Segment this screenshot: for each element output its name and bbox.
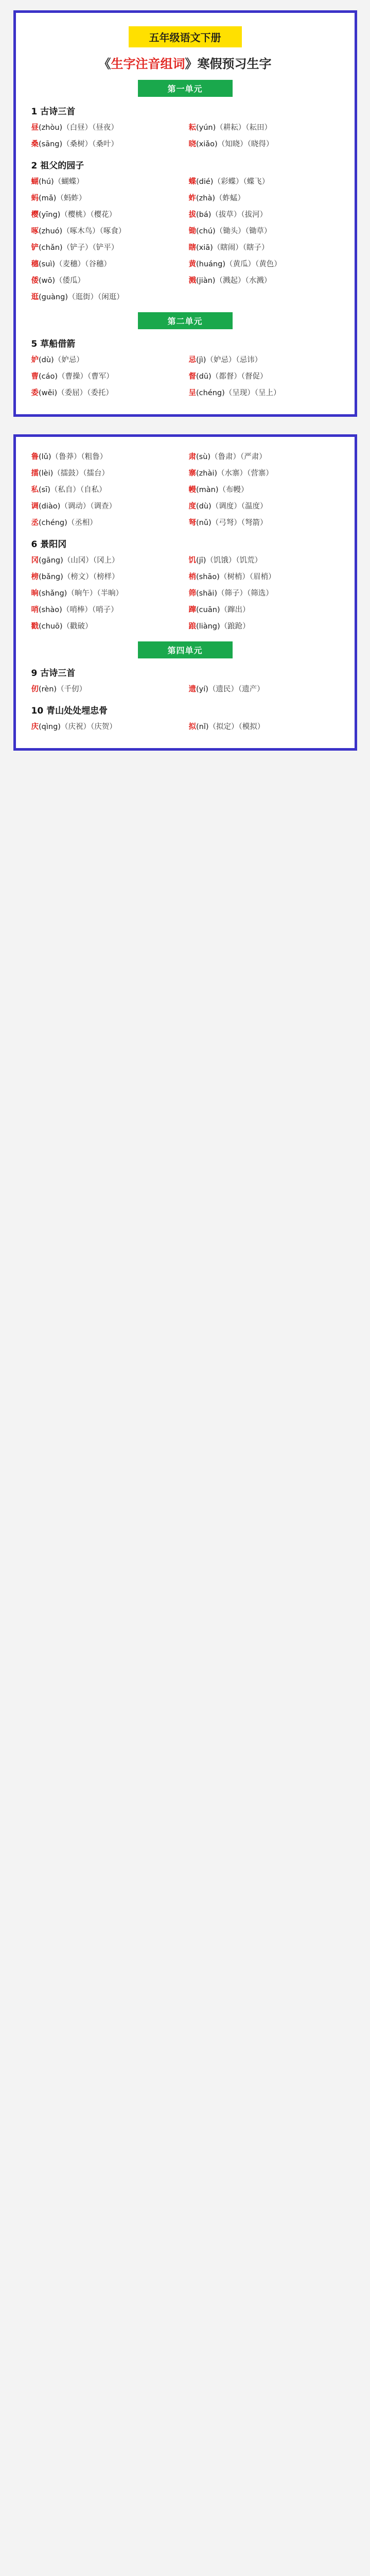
character-entry: 昼(zhòu)（白昼）（昼夜） [31,124,118,132]
character-entry: 庆(qìng)（庆祝）（庆贺） [31,723,117,731]
character-entry: 弩(nǔ)（弓弩）（弩箭） [188,519,268,527]
character-entry: 仞(rèn)（千仞） [31,685,87,693]
character-entry: 呈(chéng)（呈现）（呈上） [188,389,281,397]
character-entry: 拟(nǐ)（拟定）（模拟） [188,723,265,731]
character-entry: 逛(guàng)（逛街）（闲逛） [31,293,124,301]
character-entry: 鲁(lǔ)（鲁莽）（粗鲁） [31,453,108,461]
page [0,0,370,784]
grade-badge: 五年级语文下册 [129,26,242,47]
unit-heading: 第四单元 [138,641,233,658]
character-grid [31,175,339,304]
lesson-title: 10 青山处处埋忠骨 [31,706,108,716]
character-entry: 黄(huáng)（黄瓜）（黄色） [188,260,281,268]
unit-heading: 第一单元 [138,80,233,97]
character-entry: 丞(chéng)（丞相） [31,519,97,527]
character-entry: 穗(suì)（麦穗）（谷穗） [31,260,111,268]
character-entry: 溅(jiàn)（溅起）（水溅） [188,277,272,285]
character-entry: 幔(màn)（布幔） [188,486,249,494]
character-entry: 肃(sù)（鲁肃）（严肃） [188,453,267,461]
character-entry: 耘(yún)（耕耘）（耘田） [188,124,272,132]
character-entry: 拔(bá)（拔草）（拔河） [188,211,268,219]
character-entry: 委(wěi)（委屈）（委托） [31,389,113,397]
character-entry: 桑(sāng)（桑树）（桑叶） [31,140,118,148]
character-grid [31,121,339,151]
character-entry: 蚂(mǎ)（蚂蚱） [31,194,86,202]
character-entry: 蹿(cuān)（蹿出） [188,606,250,614]
character-entry: 蝴(hú)（蝴蝶） [31,178,84,186]
character-grid [31,683,339,696]
character-entry: 晓(xiǎo)（知晓）（晓得） [188,140,274,148]
character-entry: 忌(jì)（妒忌）（忌讳） [188,356,262,364]
lesson-title: 2 祖父的园子 [31,161,84,171]
character-entry: 寨(zhài)（水寨）（营寨） [188,469,273,478]
character-entry: 踉(liàng)（踉跄） [188,622,250,631]
character-entry: 调(diào)（调动）（调查） [31,502,117,511]
character-entry: 曹(cáo)（曹操）（曹军） [31,372,114,381]
lesson-title: 6 景阳冈 [31,539,67,550]
card-1 [13,10,357,417]
character-entry: 瞎(xiā)（瞎闹）（瞎子） [188,244,269,252]
unit-heading: 第二单元 [138,312,233,329]
character-entry: 倭(wō)（倭瓜） [31,277,85,285]
character-entry: 榜(bǎng)（榜文）（榜样） [31,573,119,581]
character-grid [31,554,339,633]
lesson-title: 5 草船借箭 [31,339,76,349]
character-entry: 铲(chǎn)（铲子）（铲平） [31,244,119,252]
card-2 [13,434,357,751]
character-entry: 蚱(zhà)（蚱蜢） [188,194,245,202]
character-entry: 哨(shào)（哨棒）（哨子） [31,606,118,614]
character-entry: 冈(gāng)（山冈）（冈上） [31,556,119,565]
character-entry: 蝶(dié)（彩蝶）（蝶飞） [188,178,270,186]
character-entry: 戳(chuō)（戳破） [31,622,93,631]
character-grid [31,720,339,734]
character-entry: 晌(shǎng)（晌午）（半晌） [31,589,124,598]
character-entry: 遗(yí)（遗民）（遗产） [188,685,265,693]
character-entry: 擂(lèi)（擂鼓）（擂台） [31,469,110,478]
character-entry: 度(dù)（调度）（温度） [188,502,268,511]
lesson-title: 9 古诗三首 [31,668,76,679]
character-entry: 妒(dù)（妒忌） [31,356,84,364]
character-entry: 督(dū)（都督）（督促） [188,372,268,381]
character-entry: 私(sī)（私自）（自私） [31,486,107,494]
character-entry: 樱(yīng)（樱桃）（樱花） [31,211,117,219]
character-grid [31,450,339,530]
character-entry: 梢(shāo)（树梢）（眉梢） [188,573,276,581]
character-entry: 筛(shāi)（筛子）（筛选） [188,589,273,598]
character-entry: 锄(chú)（锄头）（锄草） [188,227,272,235]
lesson-title: 1 古诗三首 [31,107,76,117]
page-title: 《生字注音组词》寒假预习生字 [98,57,272,71]
character-entry: 啄(zhuó)（啄木鸟）（啄食） [31,227,126,235]
character-entry: 饥(jī)（饥饿）（饥荒） [188,556,262,565]
character-grid [31,353,339,400]
